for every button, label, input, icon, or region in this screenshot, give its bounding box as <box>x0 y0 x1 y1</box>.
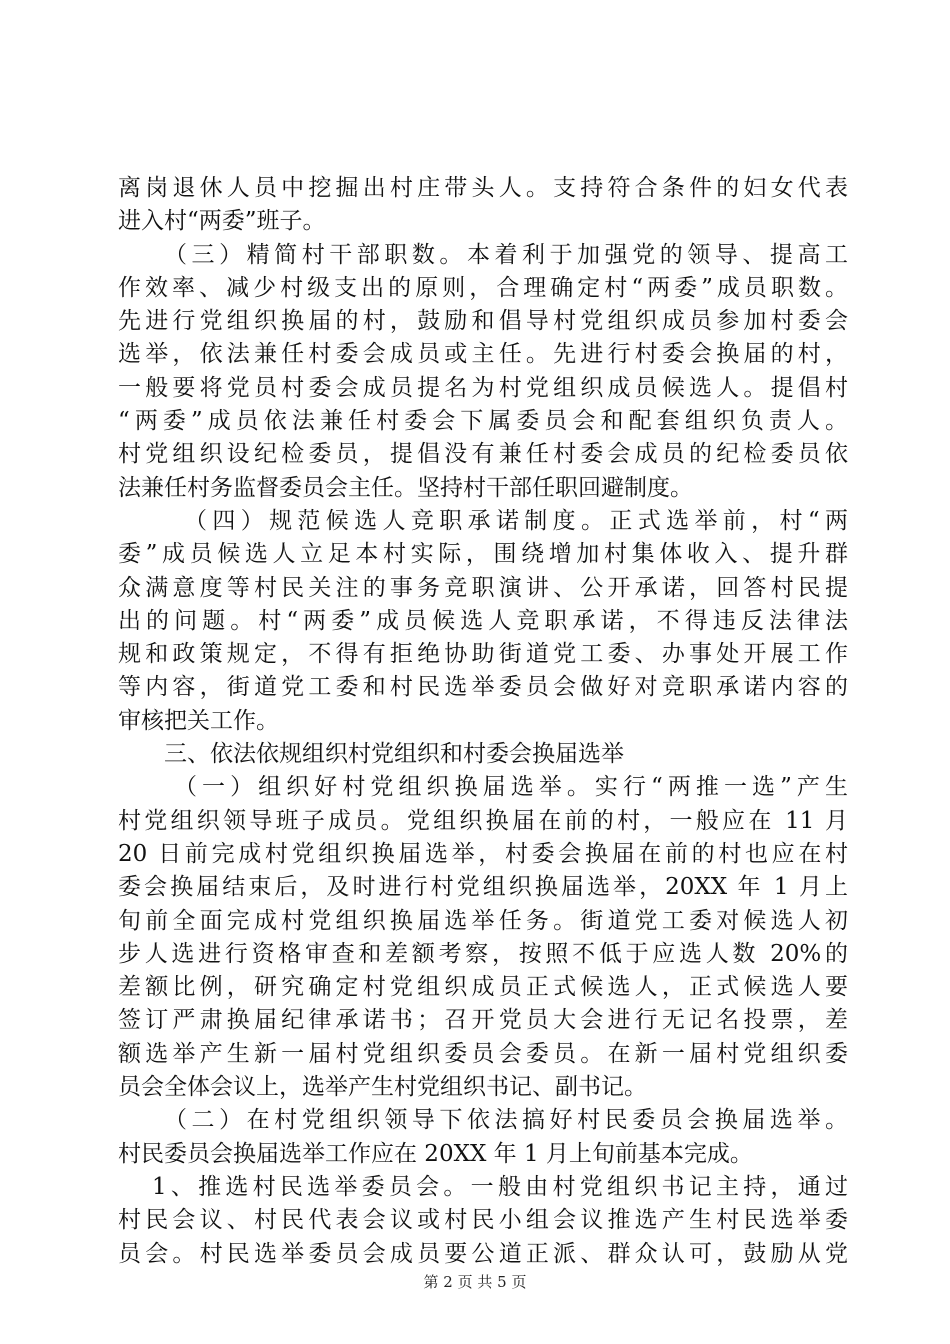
text-line: 村民会议、村民代表会议或村民小组会议推选产生村民选举委 <box>118 1207 848 1234</box>
text-line: 规和政策规定，不得有拒绝协助街道党工委、办事处开展工作 <box>118 641 848 668</box>
document-body <box>118 172 848 1271</box>
text-line: 村党组织设纪检委员，提倡没有兼任村委会成员的纪检委员依 <box>118 441 848 468</box>
text-line: 村民委员会换届选举工作应在 20XX 年 1 月上旬前基本完成。 <box>118 1140 753 1167</box>
text-line: 一般要将党员村委会成员提名为村党组织成员候选人。提倡村 <box>118 374 848 401</box>
page-number-footer: 第 2 页 共 5 页 <box>423 1273 527 1291</box>
text-line: 旬前全面完成村党组织换届选举任务。街道党工委对候选人初 <box>118 907 848 934</box>
text-line: 员会全体会议上，选举产生村党组织书记、副书记。 <box>118 1074 647 1101</box>
paragraph-heading-line: （三）精简村干部职数。本着利于加强党的领导、提高工 <box>164 241 848 268</box>
text-line: 签订严肃换届纪律承诺书；召开党员大会进行无记名投票，差 <box>118 1007 848 1034</box>
text-line: “两委”成员依法兼任村委会下属委员会和配套组织负责人。 <box>118 408 848 435</box>
text-line: 法兼任村务监督委员会主任。坚持村干部任职回避制度。 <box>118 474 693 501</box>
text-line: 作效率、减少村级支出的原则，合理确定村“两委”成员职数。 <box>118 274 848 301</box>
text-line: 村党组织领导班子成员。党组织换届在前的村，一般应在 11 月 <box>118 807 848 834</box>
text-line: 员会。村民选举委员会成员要公道正派、群众认可，鼓励从党 <box>118 1240 848 1267</box>
text-line: 委会换届结束后，及时进行村党组织换届选举，20XX 年 1 月上 <box>118 874 848 901</box>
paragraph-heading-line: （二）在村党组织领导下依法搞好村民委员会换届选举。 <box>164 1107 848 1134</box>
text-line: 差额比例，研究确定村党组织成员正式候选人，正式候选人要 <box>118 974 848 1001</box>
text-line: 审核把关工作。 <box>118 707 279 734</box>
paragraph-heading-line: （四）规范候选人竞职承诺制度。正式选举前，村“两 <box>184 507 848 534</box>
text-line: 步人选进行资格审查和差额考察，按照不低于应选人数 20%的 <box>118 940 848 967</box>
text-line: 等内容，街道党工委和村民选举委员会做好对竞职承诺内容的 <box>118 674 848 701</box>
paragraph-heading-line: 1、推选村民选举委员会。一般由村党组织书记主持，通过 <box>152 1173 848 1200</box>
text-line: 先进行党组织换届的村，鼓励和倡导村党组织成员参加村委会 <box>118 308 848 335</box>
text-line: 委”成员候选人立足本村实际，围绕增加村集体收入、提升群 <box>118 541 848 568</box>
paragraph-heading-line: （一）组织好村党组织换届选举。实行“两推一选”产生 <box>174 774 848 801</box>
text-line: 进入村“两委”班子。 <box>118 208 326 235</box>
text-line: 出的问题。村“两委”成员候选人竞职承诺，不得违反法律法 <box>118 607 848 634</box>
text-line: 众满意度等村民关注的事务竞职演讲、公开承诺，回答村民提 <box>118 574 848 601</box>
text-line: 20 日前完成村党组织换届选举，村委会换届在前的村也应在村 <box>118 840 848 867</box>
section-heading: 三、依法依规组织村党组织和村委会换届选举 <box>164 741 624 768</box>
text-line: 额选举产生新一届村党组织委员会委员。在新一届村党组织委 <box>118 1040 848 1067</box>
text-line: 选举，依法兼任村委会成员或主任。先进行村委会换届的村， <box>118 341 848 368</box>
text-line: 离岗退休人员中挖掘出村庄带头人。支持符合条件的妇女代表 <box>118 175 848 201</box>
